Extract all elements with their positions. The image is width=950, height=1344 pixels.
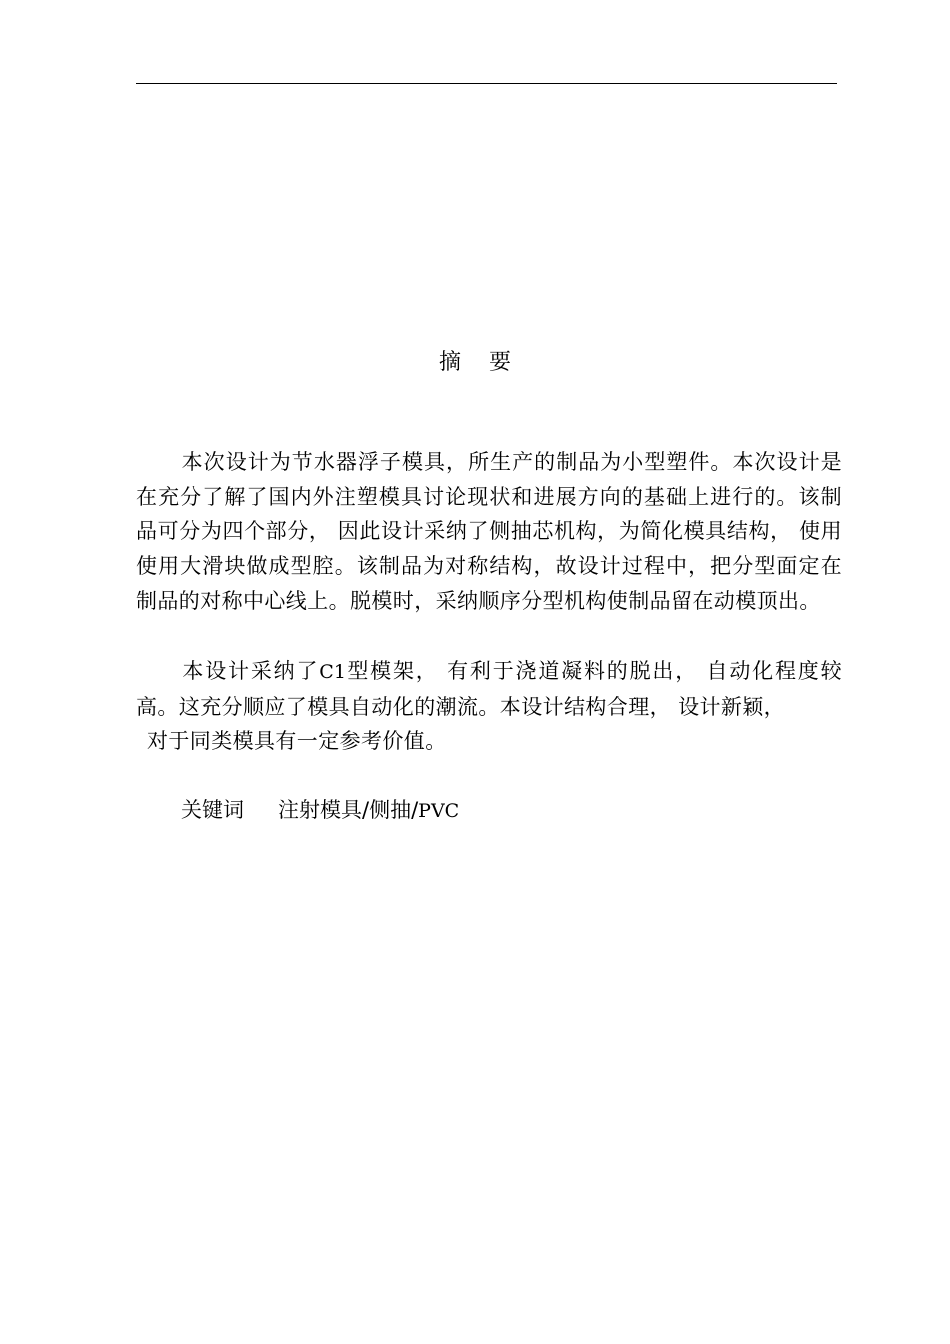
abstract-paragraph-2	[136, 654, 842, 759]
keywords-values: 注射模具/侧抽/	[278, 798, 419, 822]
abstract-paragraph-1	[136, 445, 842, 619]
abstract-title	[0, 346, 950, 380]
keywords-line	[181, 793, 459, 828]
abstract-paragraph-1-text: 本次设计为节水器浮子模具，所生产的制品为小型塑件。本次设计是在充分了解了国内外注塑模具讨论现状和进展方向的基础上进行的。该制品可分为四个部分， 因此设计采纳了侧抽芯机构，为简化模具结构， 使用使用大滑块做成型腔。该制品为对称结构，故设计过程中，把分型面定在制品的对称中心线上。脱模时，采纳顺序分型机构使制品留在动模顶出。	[136, 450, 842, 613]
keywords-label: 关键词	[181, 798, 244, 822]
abstract-title-char-2: 要	[489, 350, 512, 375]
abstract-paragraph-2-text-b: 型模架， 有利于浇道凝料的脱出， 自动化程度较高。这充分顺应了模具自动化的潮流。本设计结构合理， 设计新颖，	[136, 659, 842, 719]
abstract-title-char-1: 摘	[438, 350, 461, 375]
abstract-paragraph-2-text-a: 本设计采纳了	[181, 659, 320, 683]
header-rule	[136, 83, 837, 84]
abstract-paragraph-2-text-c: 对于同类模具有一定参考价值。	[147, 729, 447, 754]
mold-base-model: C1	[319, 661, 346, 683]
keywords-latin: PVC	[418, 800, 460, 822]
